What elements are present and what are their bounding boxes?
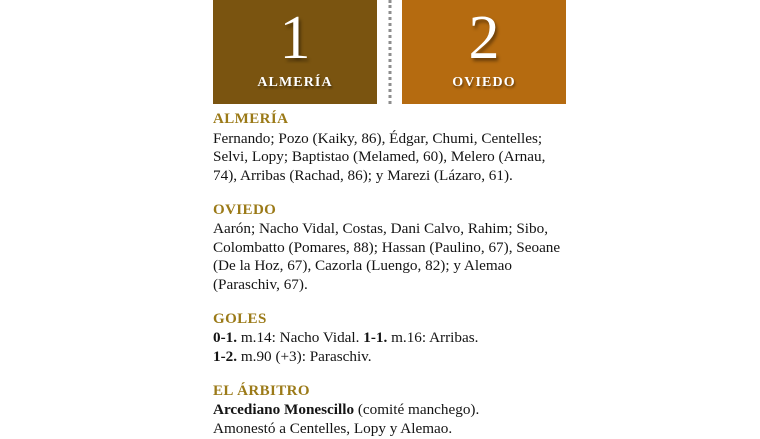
scoreboard-divider	[377, 0, 402, 104]
referee-name: Arcediano Monescillo	[213, 401, 355, 419]
scoreboard	[213, 0, 566, 104]
match-details	[213, 110, 573, 439]
home-lineup-title: ALMERÍA	[213, 111, 289, 127]
vertical-dotted-divider-icon	[388, 0, 391, 104]
away-score-box	[402, 0, 566, 104]
home-lineup-text: Fernando; Pozo (Kaiky, 86), Édgar, Chumi, Centelles; Selvi, Lopy; Baptistao (Melamed, 60), Melero (Arnau, 74), Arribas (Rachad, 86); y Marezi (Lázaro, 61).	[213, 129, 546, 184]
goal-score-0: 0-1.	[213, 329, 238, 347]
goals-line-one	[213, 329, 573, 348]
home-lineup-block	[213, 110, 573, 186]
away-score-number: 2	[468, 4, 500, 72]
referee-cards-line: Amonestó a Centelles, Lopy y Alemao.	[213, 419, 453, 437]
away-lineup-block	[213, 201, 573, 295]
home-team-name: ALMERÍA	[257, 75, 333, 90]
goals-block	[213, 310, 573, 367]
goal-score-1: 1-1.	[363, 329, 388, 347]
referee-name-line	[213, 401, 573, 420]
goals-title: GOLES	[213, 310, 267, 327]
away-team-name: OVIEDO	[452, 75, 516, 90]
away-lineup-title: OVIEDO	[213, 201, 277, 218]
goal-detail-2: m.90 (+3): Paraschiv.	[237, 348, 372, 365]
goal-score-2: 1-2.	[213, 348, 238, 365]
referee-block	[213, 382, 573, 439]
away-lineup-text: Aarón; Nacho Vidal, Costas, Dani Calvo, Rahim; Sibo, Colombatto (Pomares, 88); Hassan (Paulino, 67), Seoane (De la Hoz, 67), Cazorla (Luengo, 82); y Alemao (Paraschiv, 67).	[213, 220, 561, 294]
referee-title: EL ÁRBITRO	[213, 382, 310, 399]
goals-line-two	[213, 348, 573, 367]
home-score-box	[213, 0, 377, 104]
home-score-number: 1	[279, 4, 311, 72]
referee-committee: (comité manchego).	[354, 401, 480, 419]
goal-detail-0: m.14: Nacho Vidal.	[237, 329, 364, 347]
goal-detail-1: m.16: Arribas.	[387, 329, 479, 347]
